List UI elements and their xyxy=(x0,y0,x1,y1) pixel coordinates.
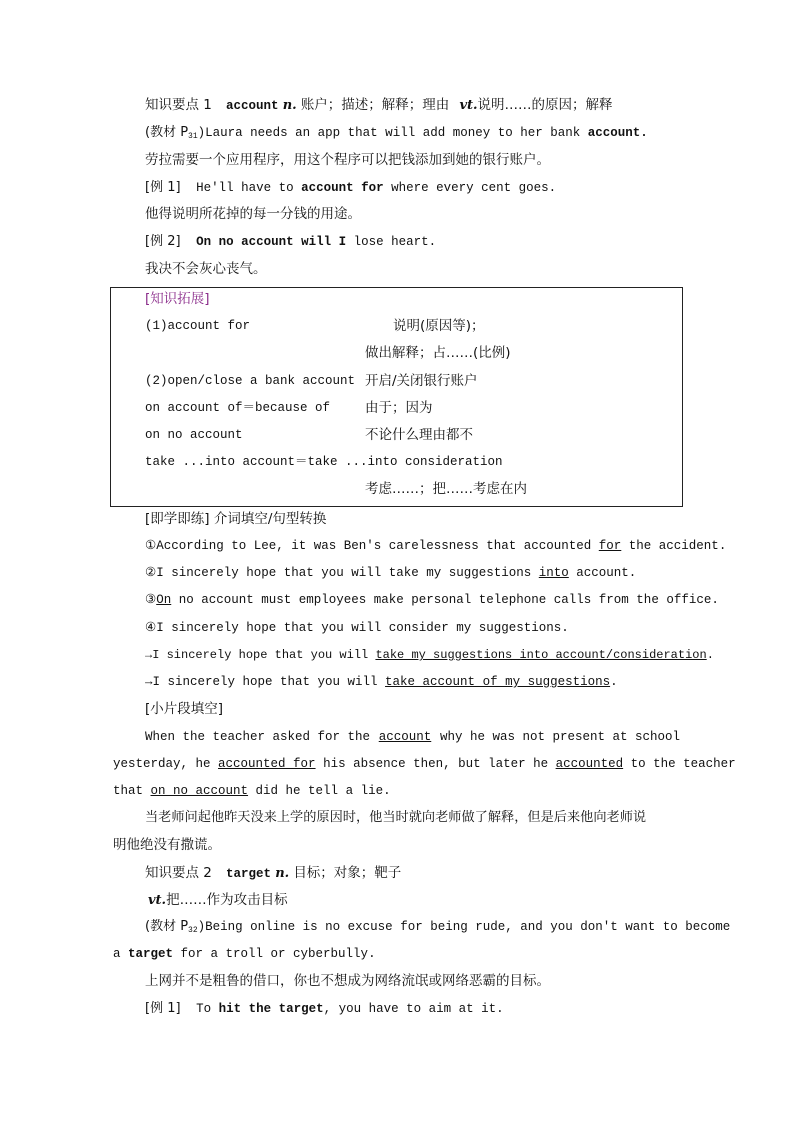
practice-q2-pre: ②I sincerely hope that you will take my suggestions xyxy=(145,566,539,580)
kp2-heading-line xyxy=(145,864,401,883)
kp1-ex1 xyxy=(145,179,556,197)
kp2-meaning-n: 目标；对象；靶子 xyxy=(293,865,402,881)
fill-l2-pre: yesterday, he xyxy=(113,757,219,771)
practice-q2 xyxy=(145,564,636,582)
expansion-row1b-cn: 做出解释；占……(比例) xyxy=(365,345,511,361)
expansion-row1-cn: 说明(原因等)； xyxy=(393,318,485,334)
kp1-ex1-label: [例 1] xyxy=(145,180,181,195)
fill-l1-post: why he was not present at school xyxy=(432,730,680,744)
practice-title: [即学即练] 介词填空/句型转换 xyxy=(145,511,327,527)
practice-q3-post: no account must employees make personal telephone calls from the office. xyxy=(171,593,719,607)
kp2-l2-post: for a troll or cyberbully. xyxy=(173,947,376,961)
expansion-title: [知识拓展] xyxy=(145,291,210,307)
kp1-textbook-line xyxy=(145,124,648,146)
practice-a2-pre: →I sincerely hope that you will xyxy=(145,675,386,689)
kp2-ex1 xyxy=(145,1000,504,1018)
kp2-ex1-pre: To xyxy=(196,1002,219,1016)
kp2-l2-bold: target xyxy=(128,947,174,961)
practice-a1-pre: →I sincerely hope that you will xyxy=(145,648,376,662)
practice-q3-answer: On xyxy=(156,593,172,607)
kp1-textbook-sentence: )Laura needs an app that will add money to her bank xyxy=(197,126,588,140)
practice-q3 xyxy=(145,591,719,609)
fill-l3-post: did he tell a lie. xyxy=(248,784,391,798)
kp2-textbook-line2 xyxy=(113,945,376,963)
kp1-ex1-pre: He'll have to xyxy=(196,181,302,195)
practice-a1-post: . xyxy=(706,648,714,662)
practice-q3-mark: ③ xyxy=(145,593,157,607)
expansion-row2-cn: 开启/关闭银行账户 xyxy=(365,373,478,389)
expansion-row1-en: (1)account for xyxy=(145,319,251,333)
kp1-textbook-cn: 劳拉需要一个应用程序，用这个程序可以把钱添加到她的银行账户。 xyxy=(145,152,550,168)
fill-line2 xyxy=(113,755,736,773)
fill-cn2: 明他绝没有撒谎。 xyxy=(113,837,221,853)
kp2-ex1-label: [例 1] xyxy=(145,1001,181,1016)
expansion-row5-cn: 考虑……；把……考虑在内 xyxy=(365,481,527,497)
expansion-row4-en: on no account xyxy=(145,428,243,442)
kp2-ex1-post: , you have to aim at it. xyxy=(323,1002,504,1016)
expansion-row2-en: (2)open/close a bank account xyxy=(145,374,356,388)
kp1-ex1-post: where every cent goes. xyxy=(383,181,557,195)
kp1-heading: 知识要点 1 xyxy=(145,97,212,113)
practice-a2 xyxy=(145,673,618,691)
kp1-word: account xyxy=(226,99,279,113)
kp2-pos-n: n. xyxy=(275,866,290,881)
kp2-textbook-cn: 上网并不是粗鲁的借口，你也不想成为网络流氓或网络恶霸的目标。 xyxy=(145,973,550,989)
kp2-word: target xyxy=(226,867,272,881)
practice-q2-answer: into xyxy=(538,566,569,580)
fill-l3-answer: on no account xyxy=(150,784,249,798)
fill-cn1: 当老师问起他昨天没来上学的原因时，他当时就向老师做了解释，但是后来他向老师说 xyxy=(145,810,647,825)
kp2-textbook-page: 32 xyxy=(188,926,198,935)
practice-a1 xyxy=(145,646,714,664)
kp1-ex1-bold: account for xyxy=(301,181,384,195)
kp2-meaning-vt: 把……作为攻击目标 xyxy=(166,892,288,908)
kp2-textbook-sentence: )Being online is no excuse for being rude, and you don't want to become xyxy=(197,920,731,934)
kp1-meaning-vt: 说明……的原因；解释 xyxy=(477,97,613,113)
practice-a2-post: . xyxy=(610,675,618,689)
kp1-ex1-cn: 他得说明所花掉的每一分钱的用途。 xyxy=(145,206,361,222)
fill-l3-pre: that xyxy=(113,784,151,798)
kp1-meaning-n: 账户；描述；解释；理由 xyxy=(300,97,450,113)
expansion-row3-en: on account of＝because of xyxy=(145,401,331,415)
fill-line3 xyxy=(113,782,391,800)
expansion-row4-cn: 不论什么理由都不 xyxy=(365,427,473,443)
fill-l1-answer: account xyxy=(378,730,432,744)
kp1-heading-line xyxy=(145,96,613,115)
fill-l2-post: to the teacher xyxy=(623,757,736,771)
fill-line1 xyxy=(145,728,680,746)
kp1-textbook-pre: (教材 P xyxy=(145,125,189,140)
kp1-ex2 xyxy=(145,233,436,251)
kp2-ex1-bold: hit the target xyxy=(218,1002,324,1016)
kp1-ex2-post: lose heart. xyxy=(346,235,437,249)
practice-q1-post: the accident. xyxy=(621,539,727,553)
expansion-row5-en: take ...into account＝take ...into consideration xyxy=(145,455,503,469)
fill-l2-answer1: accounted for xyxy=(218,757,316,771)
practice-q1-pre: ①According to Lee, it was Ben's carelessness that accounted xyxy=(145,539,599,553)
expansion-row3-cn: 由于；因为 xyxy=(365,400,433,416)
kp2-heading: 知识要点 2 xyxy=(145,865,212,881)
kp1-pos-n: n. xyxy=(282,98,297,113)
fill-l2-mid: his absence then, but later he xyxy=(315,757,556,771)
practice-q1 xyxy=(145,537,726,555)
kp1-textbook-bold: account. xyxy=(587,126,648,140)
practice-a1-answer: take my suggestions into account/consideration xyxy=(375,648,707,662)
kp1-ex2-label: [例 2] xyxy=(145,234,181,249)
kp2-vt-line xyxy=(148,891,288,910)
kp2-textbook-line xyxy=(145,918,730,940)
practice-q1-answer: for xyxy=(598,539,622,553)
practice-q2-post: account. xyxy=(568,566,637,580)
fill-l1-pre: When the teacher asked for the xyxy=(145,730,378,744)
kp1-ex2-bold: On no account will I xyxy=(196,235,347,249)
kp2-pos-vt: vt. xyxy=(148,893,167,908)
kp2-textbook-pre: (教材 P xyxy=(145,919,189,934)
fill-l2-answer2: accounted xyxy=(555,757,624,771)
practice-q4: ④I sincerely hope that you will consider my suggestions. xyxy=(145,621,569,635)
fill-title: [小片段填空] xyxy=(145,701,224,717)
kp1-ex2-cn: 我决不会灰心丧气。 xyxy=(145,261,267,277)
practice-a2-answer: take account of my suggestions xyxy=(385,675,611,689)
kp2-l2-pre: a xyxy=(113,947,129,961)
kp1-textbook-page: 31 xyxy=(188,132,198,141)
kp1-pos-vt: vt. xyxy=(459,98,478,113)
